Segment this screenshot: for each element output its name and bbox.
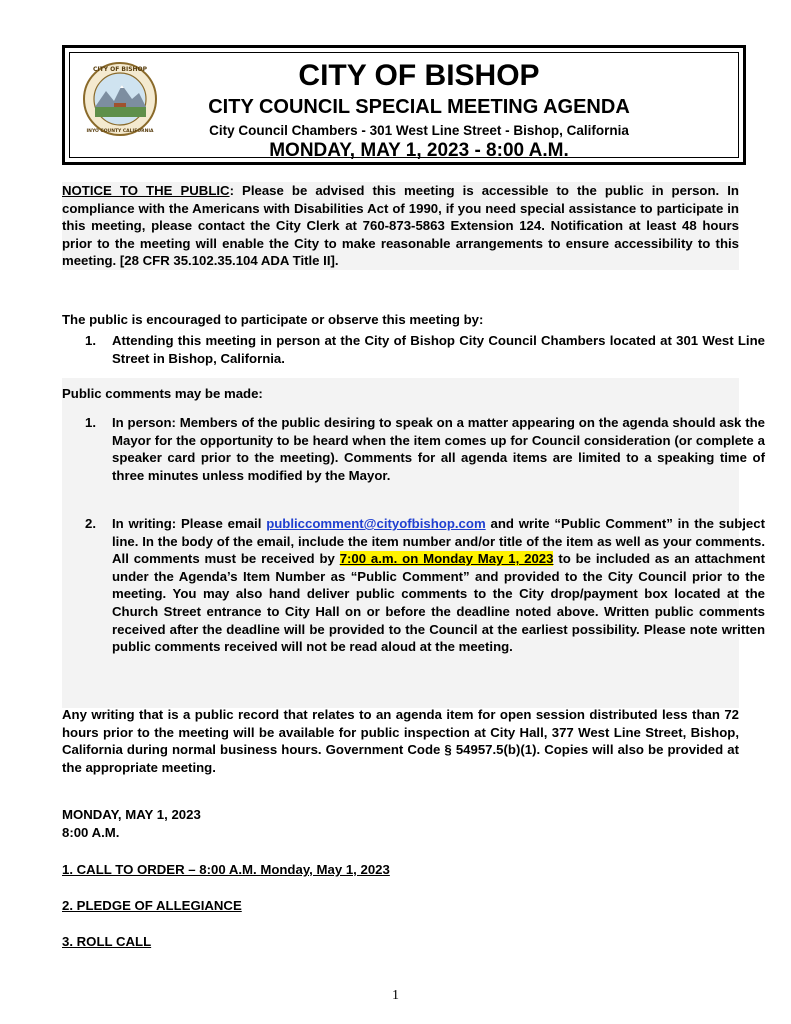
participate-intro: The public is encouraged to participate or observe this meeting by: xyxy=(62,312,484,327)
notice-to-public xyxy=(62,182,739,270)
public-record-notice: Any writing that is a public record that relates to an agenda item for open session distributed less than 72 hours prior to the meeting will be available for public inspection at City Hall, 377 West Line Street, Bishop, California during normal business hours. Government Code § 54957.5(b)(1). Copies will also be provided at the appropriate meeting. xyxy=(62,707,739,775)
list-number: 2. xyxy=(85,516,96,531)
agenda-header-inner-border xyxy=(69,52,739,161)
comments-item-2-text-b: and write “Public Comment” in the subject line. In the body of the email, include the item number and/or title of the item as well as your comments. All comments must be received by xyxy=(112,516,765,567)
page-number: 1 xyxy=(392,988,399,1003)
agenda-date: MONDAY, MAY 1, 2023 xyxy=(62,807,201,822)
public-comment-email-link[interactable]: publiccomment@cityofbishop.com xyxy=(266,516,486,531)
comments-item-1 xyxy=(85,414,765,484)
seal-text-top: CITY OF BISHOP xyxy=(92,66,148,73)
notice-text: : Please be advised this meeting is accessible to the public in person. In compliance with the Americans with Disabilities Act of 1990, if you need special assistance to participate in this meeting, please contact the City Clerk at 760-873-5863 Extension 124. Notification at least 48 hours prior to the meeting will enable the City to make reasonable arrangements to ensure accessibility to this meeting. [28 CFR 35.102.35.104 ADA Title II]. xyxy=(62,183,739,269)
agenda-time: 8:00 A.M. xyxy=(62,825,120,840)
agenda-item-pledge: 2. PLEDGE OF ALLEGIANCE xyxy=(62,898,242,913)
agenda-item-call-to-order: 1. CALL TO ORDER – 8:00 A.M. Monday, May 1, 2023 xyxy=(62,862,390,877)
agenda-item-roll-call: 3. ROLL CALL xyxy=(62,934,152,949)
seal-text-bottom: INYO COUNTY CALIFORNIA xyxy=(86,129,154,134)
city-title: CITY OF BISHOP xyxy=(298,59,540,92)
meeting-datetime: MONDAY, MAY 1, 2023 - 8:00 A.M. xyxy=(269,140,569,161)
meeting-type-title: CITY COUNCIL SPECIAL MEETING AGENDA xyxy=(208,96,630,118)
participate-item-1-text: Attending this meeting in person at the City of Bishop City Council Chambers located at 301 West Line Street in Bishop, California. xyxy=(112,333,765,366)
list-number: 1. xyxy=(85,415,96,430)
comments-item-1-text: In person: Members of the public desiring to speak on a matter appearing on the agenda should ask the Mayor for the opportunity to be heard when the item comes up for Council consideration (or complete a speaker card prior to the meeting). Comments for all agenda items are limited to a speaking time of three minutes unless modified by the Mayor. xyxy=(112,415,765,483)
comments-item-2-text-a: In writing: Please email xyxy=(112,516,267,531)
agenda-header xyxy=(62,45,746,165)
participate-item-1 xyxy=(85,332,765,367)
comments-item-2-text-c: to be included as an attachment under the Agenda’s Item Number as “Public Comment” and provided to the City Council prior to the meeting. You may also hand deliver public comments to the City drop/payment box located at the Church Street entrance to City Hall on or before the deadline noted above. Written public comments received after the deadline will be provided to the Council at the earliest possibility. Please note written public comments received will not be read aloud at the meeting. xyxy=(112,551,765,655)
list-number: 1. xyxy=(85,333,96,348)
meeting-location: City Council Chambers - 301 West Line Street - Bishop, California xyxy=(209,123,629,138)
comments-intro: Public comments may be made: xyxy=(62,386,263,401)
notice-label: NOTICE TO THE PUBLIC xyxy=(62,183,230,198)
comments-item-2 xyxy=(85,515,765,656)
comment-deadline-highlight: 7:00 a.m. on Monday May 1, 2023 xyxy=(339,551,554,567)
